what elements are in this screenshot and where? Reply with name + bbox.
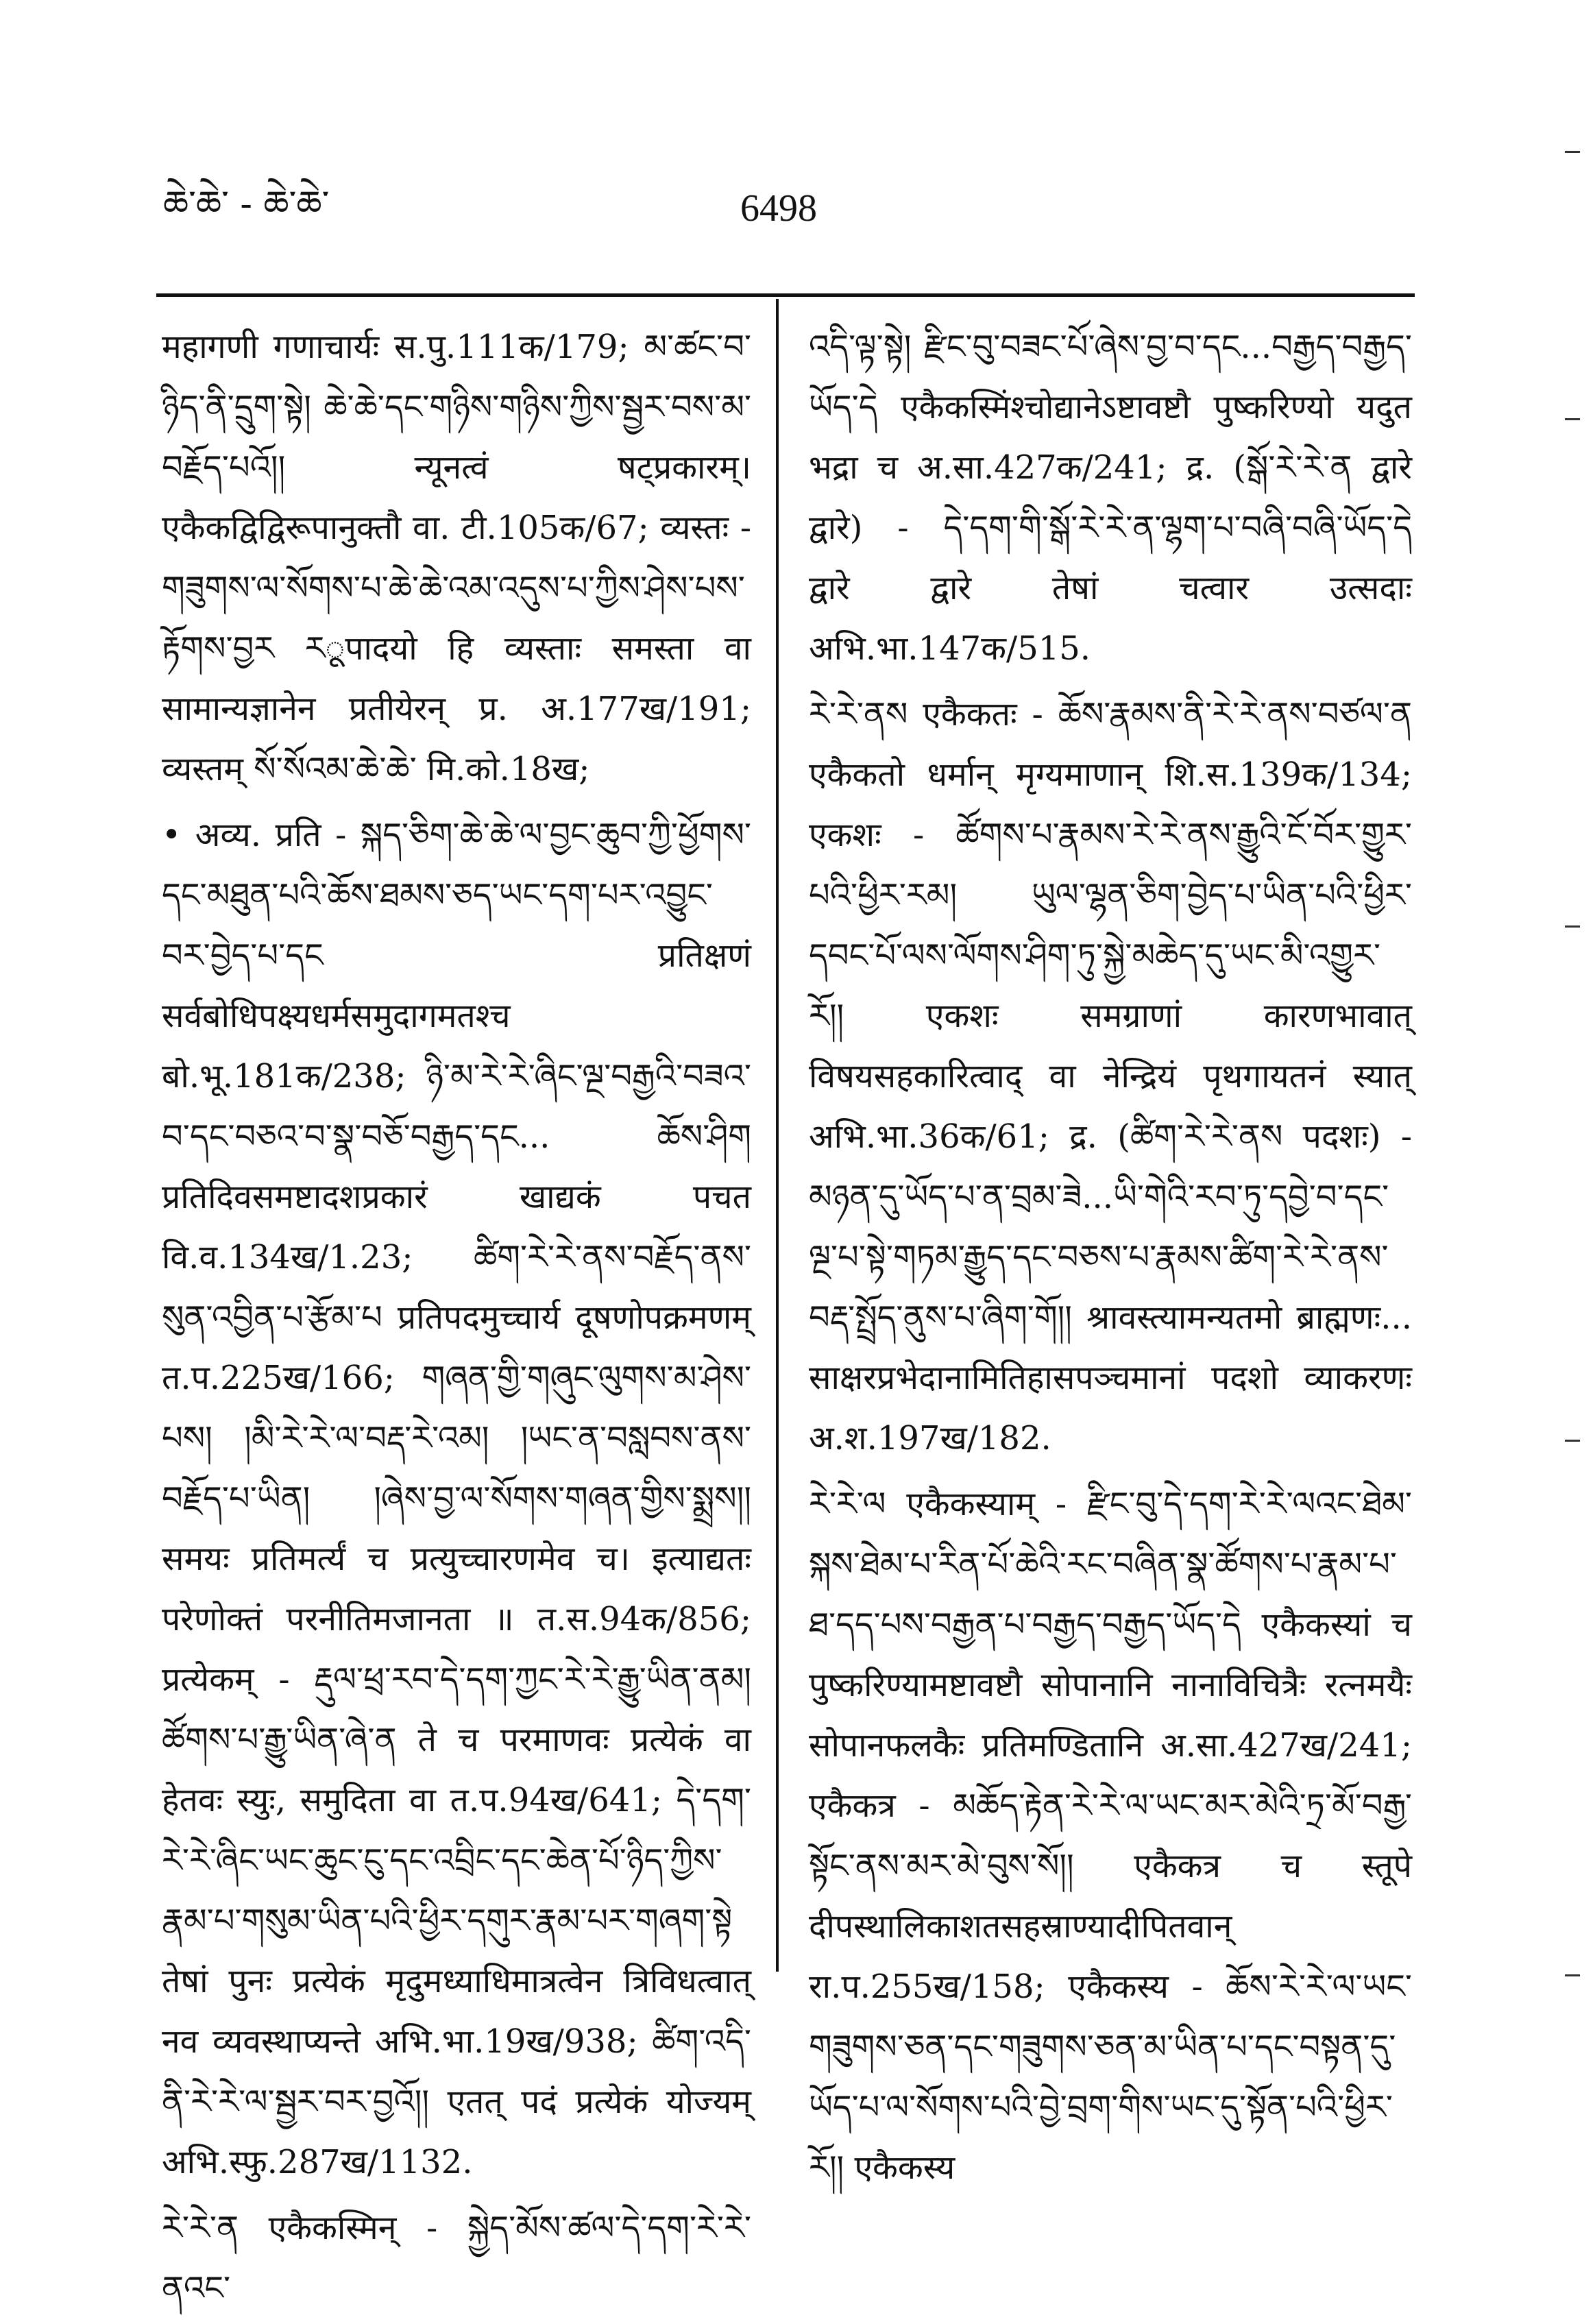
- right-entry-3: རེ་རེ་ལ एकैकस्याम् - རྫིང་བུ་དེ་དག་རེ་རེ་ལའང་ཐེམ་སྐས་ཐེམ་པ་རིན་པོ་ཆེའི་རང་བཞིན་སྣ་ཚོགས་པ་རྣམ་པ་ཐ་དད་པས་བརྒྱན་པ་བརྒྱད་བརྒྱད་ཡོད་དེ एकैकस्यां च पुष्करिण्यामष्टावष्टौ सोपानानि नानाविचित्रैः रत्नमयैः सोपानफलकैः प्रतिमण्डितानि अ.सा.427ख/241; एकैकत्र - མཆོད་རྟེན་རེ་རེ་ལ་ཡང་མར་མེའི་ཏྲ་མོ་བརྒྱ་སྟོང་ནས་མར་མེ་བུས་སོ།། एकैकत्र च स्तूपे दीपस्थालिकाशतसहस्राण्यादीपितवान् रा.प.255ख/158; एकैकस्य - ཆོས་རེ་རེ་ལ་ཡང་གཟུགས་ཅན་དང་གཟུགས་ཅན་མ་ཡིན་པ་དང་བསྟན་དུ་ཡོད་པ་ལ་སོགས་པའི་བྱེ་བྲག་གིས་ཡང་དུ་སྟོན་པའི་ཕྱིར་རོ།། एकैकस्य: [809, 1485, 1412, 2187]
- page-number: 6498: [740, 187, 817, 230]
- edge-mark: [1565, 418, 1580, 420]
- right-column: [809, 317, 1412, 2203]
- left-column: [162, 317, 751, 2324]
- right-entry-1: འདི་ལྟ་སྟེ། རྫིང་བུ་བཟང་པོ་ཞེས་བྱ་བ་དང...བརྒྱད་བརྒྱད་ཡོད་དེ एकैकस्मिंश्चोद्यानेऽष्टावष्टौ पुष्करिण्यो यदुत भद्रा च अ.सा.427क/241; द्र. (སྒོ་རེ་རེ་ན द्वारे द्वारे) - དེ་དག་གི་སྒོ་རེ་རེ་ན་ལྷག་པ་བཞི་བཞི་ཡོད་དེ द्वारे द्वारे तेषां चत्वार उत्सदाः अभि.भा.147क/515.: [809, 328, 1412, 668]
- edge-mark: [1565, 1974, 1580, 1976]
- edge-mark: [1565, 1440, 1580, 1442]
- left-entry-1: महागणी गणाचार्यः स.पु.111क/179; མ་ཚང་བ་ཉིད་ནི་དྲུག་སྟེ། ཆེ་ཆེ་དང་གཉིས་གཉིས་ཀྱིས་སྦྱར་བས་མ་བརྗོད་པའོ།། न्यूनत्वं षट्प्रकारम्। एकैकद्विद्विरूपानुक्तौ वा. टी.105क/67; व्यस्तः - གཟུགས་ལ་སོགས་པ་ཆེ་ཆེ་འམ་འདུས་པ་ཀྱིས་ཤེས་པས་རྟོགས་བྱར རूपादयो हि व्यस्ताः समस्ता वा सामान्यज्ञानेन प्रतीयेरन् प्र. अ.177ख/191; व्यस्तम् སོ་སོའམ་ཆེ་ཆེ་ मि.को.18ख;: [162, 328, 751, 788]
- edge-mark: [1565, 151, 1580, 153]
- edge-mark: [1565, 925, 1580, 928]
- running-head: ཆེ་ཆེ་ - ཆེ་ཆེ་: [163, 184, 330, 225]
- column-divider: [776, 299, 779, 1972]
- header-rule: [156, 293, 1415, 297]
- right-entry-2: རེ་རེ་ནས एकैकतः - ཆོས་རྣམས་ནི་རེ་རེ་ནས་བཙལ་ན एकैकतो धर्मान् मृग्यमाणान् शि.स.139क/134; एकशः - ཚོགས་པ་རྣམས་རེ་རེ་ནས་རྒྱུའི་ངོ་བོར་གྱུར་པའི་ཕྱིར་རམ། ཡུལ་ལྷན་ཅིག་བྱེད་པ་ཡིན་པའི་ཕྱིར་དབང་པོ་ལས་ལོགས་ཤིག་ཏུ་སྐྱེ་མཆེད་དུ་ཡང་མི་འགྱུར་རོ།། एकशः समग्राणां कारणभावात् विषयसहकारित्वाद् वा नेन्द्रियं पृथगायतनं स्यात् अभि.भा.36क/61; द्र. (ཚིག་རེ་རེ་ནས पदशः) - མཉན་དུ་ཡོད་པ་ན་བྲམ་ཟེ...ཡི་གེའི་རབ་ཏུ་དབྱེ་བ་དང་ལྔ་པ་སྟེ་གཏམ་རྒྱུད་དང་བཅས་པ་རྣམས་ཚིག་རེ་རེ་ནས་བརྡ་སྤྲོད་ནུས་པ་ཞིག་གོ།། श्रावस्त्यामन्यतमो ब्राह्मणः... साक्षरप्रभेदानामितिहासपञ्चमानां पदशो व्याकरणः अ.श.197ख/182.: [809, 695, 1412, 1457]
- left-entry-3: རེ་རེ་ན एकैकस्मिन् - སྐྱེད་མོས་ཚལ་དེ་དག་རེ་རེ་ནའང་: [162, 2209, 751, 2308]
- left-entry-2: • अव्य. प्रति - སྐད་ཅིག་ཆེ་ཆེ་ལ་བྱང་ཆུབ་ཀྱི་ཕྱོགས་དང་མཐུན་པའི་ཆོས་ཐམས་ཅད་ཡང་དག་པར་འབྱུང་བར་བྱེད་པ་དང प्रतिक्षणं सर्वबोधिपक्ष्यधर्मसमुदागमतश्च बो.भू.181क/238; ཉི་མ་རེ་རེ་ཞིང་ལྔ་བརྒྱའི་བཟའ་བ་དང་བཅའ་བ་སྣ་བཅོ་བརྒྱད་དང... ཆོས་ཤིག प्रतिदिवसमष्टादशप्रकारं खाद्यकं पचत वि.व.134ख/1.23; ཚིག་རེ་རེ་ནས་བརྗོད་ནས་སུན་འབྱིན་པ་རྩོམ་པ प्रतिपदमुच्चार्य दूषणोपक्रमणम् त.प.225ख/166; གཞན་གྱི་གཞུང་ལུགས་མ་ཤེས་པས། །མི་རེ་རེ་ལ་བརྡ་རེ་འམ། །ཡང་ན་བསླབས་ནས་བརྗོད་པ་ཡིན། །ཞེས་བྱ་ལ་སོགས་གཞན་གྱིས་སྨྲས།། समयः प्रतिमर्त्यं च प्रत्युच्चारणमेव च। इत्याद्यतः परेणोक्तं परनीतिमजानता ॥ त.स.94क/856; प्रत्येकम् - རྡུལ་ཕྲ་རབ་དེ་དག་ཀྱང་རེ་རེ་རྒྱུ་ཡིན་ནམ། ཚོགས་པ་རྒྱུ་ཡིན་ཞེ་ན ते च परमाणवः प्रत्येकं वा हेतवः स्युः, समुदिता वा त.प.94ख/641; དེ་དག་རེ་རེ་ཞིང་ཡང་ཆུང་ངུ་དང་འབྲིང་དང་ཆེན་པོ་ཉིད་ཀྱིས་རྣམ་པ་གསུམ་ཡིན་པའི་ཕྱིར་དགུར་རྣམ་པར་གཞག་སྟེ तेषां पुनः प्रत्येकं मृदुमध्याधिमात्रत्वेन त्रिविधत्वात् नव व्यवस्थाप्यन्ते अभि.भा.19ख/938; ཚིག་འདི་ནི་རེ་རེ་ལ་སྦྱར་བར་བྱའོ།། एतत् पदं प्रत्येकं योज्यम् अभि.स्फु.287ख/1132.: [162, 816, 751, 2181]
